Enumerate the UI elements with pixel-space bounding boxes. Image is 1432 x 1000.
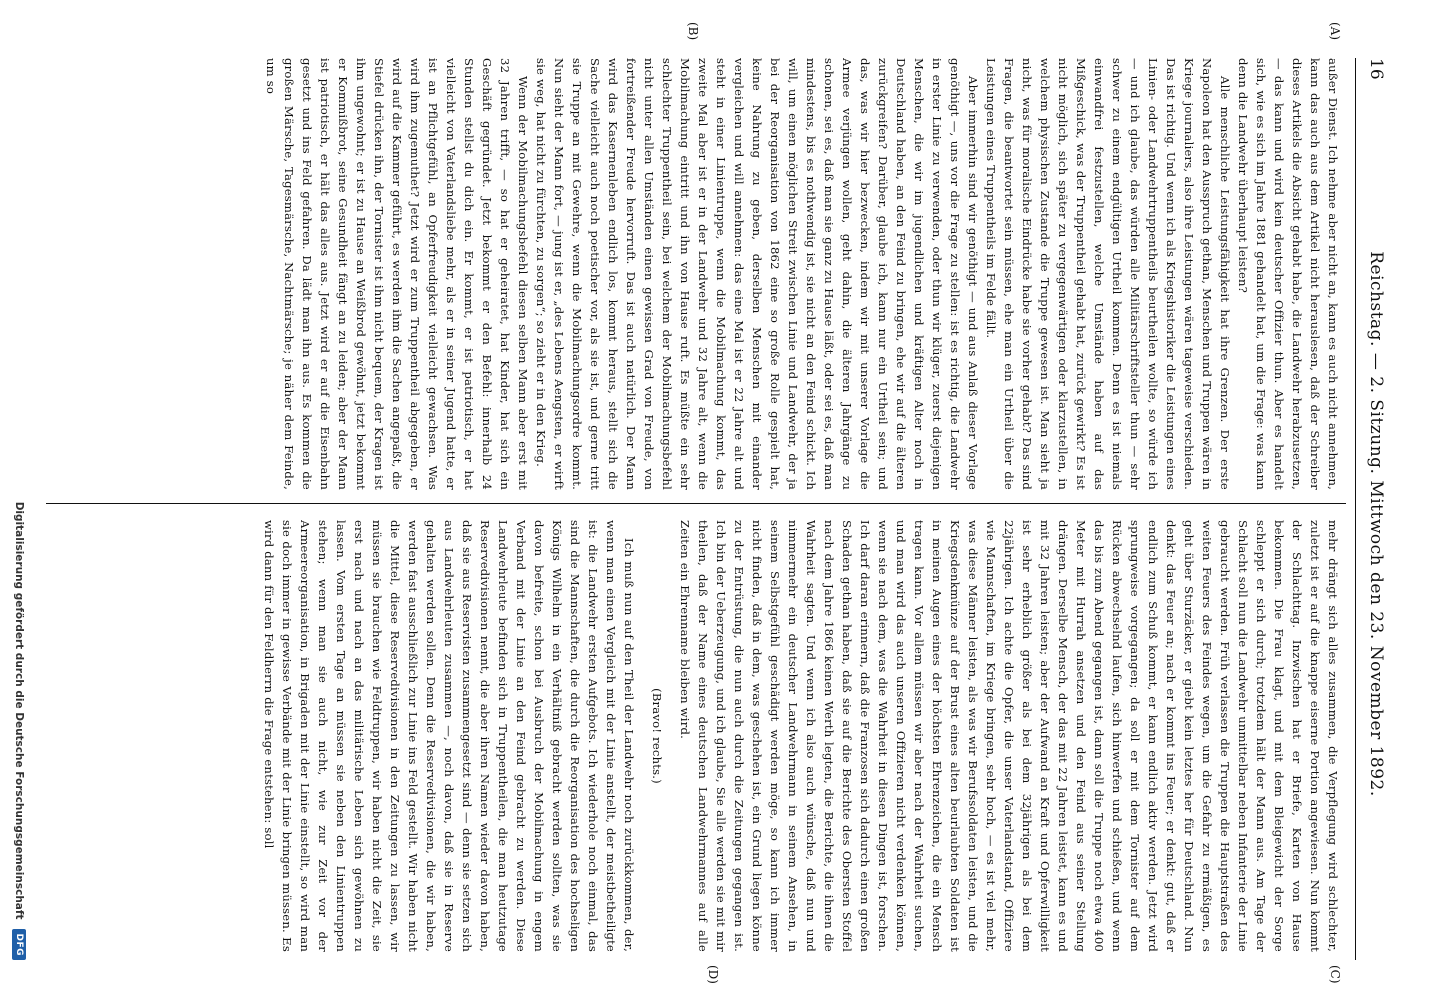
header-rule — [1355, 58, 1356, 960]
header-title: Reichstag. — 2. Sitzung. Mittwoch den 23. November 1892. — [1366, 251, 1386, 797]
watermark-text: Digitalisierung gefördert durch die Deutsche Forschungsgemeinschaft — [13, 501, 25, 920]
page-number: 16 — [1366, 58, 1386, 80]
margin-marker-c: (C) — [1328, 965, 1342, 984]
paragraph: außer Dienst. Ich nehme aber nicht an, kann es auch nicht annehmen, kann das auch aus dem Artikel nicht herauslesen, daß der Schreiber dieses Artikels die Absicht gehabt habe, die Landwehr herabzusetzen, — das kann und wird kein deutscher Offizier thun. Aber es handelt sich, wie es sich im Jahre 1881 gehandelt hat, um die Frage: was kann denn die Landwehr überhaupt leisten? — [1236, 58, 1340, 490]
column-divider — [46, 503, 1346, 504]
digitization-watermark — [8, 58, 30, 960]
paragraph: mehr drängt sich alles zusammen, die Verpflegung wird schlechter, zuletzt ist er auf die knappe eiserne Portion angewiesen. Nun kommt der Schlachttag. Inzwischen hat er Briefe, Karten von Hause bekommen. Die Frau klagt, und mit dem Bleigewicht der Sorge schleppt er sich durch; trotzdem hält der Mann aus. Am Tage der Schlacht soll nun die Landwehr unmittelbar neben Infanterie der Linie gebraucht werden. Früh verlassen die Truppen die Hauptstraßen des weiten Feuers des Feindes wegen, um die Gefahr zu ermäßigen, es geht über Sturzäcker, er giebt kein letztes her für Deutschland. Nun denkt: das Feuer an; nach er kommt ins Feuer; er denkt: gut, daß er endlich zum Schuß kommt, er kann endlich aktiv werden. Jetzt wird sprungweise vorgegangen; da soll er mit dem Tornister auf dem Rücken abwechselnd laufen, sich hinwerfen und schießen, und wenn das bis zum Abend gegangen ist, dann soll die Truppe noch etwa 400 Meter mit Hurrah ansetzen und den Feind aus seiner Stellung drängen. Derselbe Mensch, der das mit 22 Jahren leistet, kann es und mit 32 Jahren leisten; aber der Aufwand an Kraft und Opferwilligkeit ist sehr erheblich größer als bei dem 32jährigen als bei dem 22jährigen. Ich achte die Opfer, die unser Vaterlandstand, Offiziere wie Mannschaften, im Kriege bringen, sehr hoch, — es ist viel mehr, was diese Männer leisten, als was wir Berufssoldaten leisten, und die Kriegsdenkmünze auf der Brust eines alten beurlaubten Soldaten ist in meinen Augen eines der höchsten Ehrenzeichen, die ein Mensch tragen kann. Vor allem müssen wir aber nach der Wahrheit suchen, und man wird das auch unseren Offizieren nicht verdenken können, wenn sie nach dem, was die Wahrheit in diesen Dingen ist, forschen. Ich darf daran erinnern, daß die Franzosen sich dadurch einen großen Schaden gethan haben, daß sie auf die Berichte des Obersten Stoffel nach dem Jahre 1866 keinen Werth legten, die Berichte, die ihnen die Wahrheit sagten. Und wenn ich also auch wünsche, daß nun und nimmermehr ein deutscher Landwehrmann in seinem Ansehen, in seinem Selbstgefühl geschädigt werden möge, so kann ich immer nicht finden, daß in dem, was geschehen ist, ein Grund liegen könne zu der Entrüstung, die nun auch durch die Zeitungen gegangen ist. Ich bin der Ueberzeugung, und ich glaube, Sie alle werden sie mit mir theilen, daß der Name eines deutschen Landwehrmannes auf alle Zeiten ein Ehrenname bleiben wird. — [678, 520, 1340, 952]
paragraph: Ich muß nun auf den Theil der Landwehr noch zurückkommen, der, wenn man einen Vergleich mit der Linie anstellt, der meistbetheiligte ist: die Landwehr ersten Aufgebots. Ich wiederhole noch einmal, das sind die Mannschaften, die durch die Reorganisation des hochseligen Königs Wilhelm in ein Verhältniß gebracht werden sollten, was sie davon befreite, schon bei Ausbruch der Mobilmachung in engem Verband mit der Linie an den Feind gebracht zu werden. Diese Landwehrleute befinden sich in Truppentheilen, die man heutzutage Reservedivisionen nennt, die aber ihren Namen wieder davon haben, daß sie aus Reservisten zusammengesetzt sind — denn sie setzen sich aus Landwehrleuten zusammen —, noch davon, daß sie in Reserve gehalten werden sollen. Denn die Reservedivisionen, die wir haben, werden fast ausschließlich zur Linie ins Feld gestellt. Wir haben nicht die Mittel, diese Reservedivisionen in den Zeitungen zu lassen, wir müssen sie brauchen wie Feldtruppen, wir haben nicht die Zeit, sie erst nach und nach an das militärische Leben sich gewöhnen zu lassen. Vom ersten Tage an müssen sie neben den Linientruppen stehen; wenn man sie auch nicht, wie zur Zeit vor der Armeereorganisation, in Brigaden mit der Linie einstellt, so wird man sie doch immer in gewisse Verbände mit der Linie bringen müssen. Es wird dann für den Feldherrn die Frage entstehen: soll — [262, 520, 636, 952]
paragraph: (Bravo! rechts.) — [650, 688, 664, 784]
margin-marker-b: (B) — [686, 22, 700, 41]
running-header — [1358, 58, 1386, 960]
right-column — [46, 520, 1342, 952]
paragraph: Aber immerhin sind wir genöthigt — und aus Anlaß dieser Vorlage genöthigt —, uns vor die Frage zu stellen: ist es richtig, die Landwehr in erster Linie zu verwenden, oder thun wir klüger, zuerst diejenigen Menschen, die wir im jugendlichen und kräftigen Alter noch in Deutschland haben, an den Feind zu bringen, ehe wir auf die älteren zurückgreifen? Darüber, glaube ich, kann nur ein Urtheil sein; und das, was wir hier bezwecken, indem wir mit unserer Vorlage die Armee verjüngen wollen, geht dahin, die älteren Jahrgänge zu schonen, sei es, daß man sie ganz zu Hause läßt, oder sei es, daß man mindestens, bis es nothwendig ist, sie nicht an den Feind schickt. Ich will, um einen möglichen Streit zwischen Linie und Landwehr, der ja bei der Reorganisation von 1862 eine so große Rolle gespielt hat, keine Nahrung zu geben, derselben Menschen mit einander vergleichen und will annehmen: das eine Mal ist er 22 Jahre alt und steht in einer Linientruppe, wenn die Mobilmachung kommt, das zweite Mal aber ist er in der Landwehr und 32 Jahre alt, wenn die Mobilmachung eintritt und ihn von Hause ruft. Es müßte ein sehr schlechter Truppentheil sein, bei welchem der Mobilmachungsbefehl nicht unter allen Umständen einen gewissen Grad von Freude, von fortreißender Freude hervorruft. Das ist auch natürlich. Der Mann wird das Kasernenleben endlich los, kommt heraus, stellt sich die Sache vielleicht auch noch poetischer vor, als sie ist, und gerne tritt sie Truppe an mit Gewehre, wenn die Mobilmachungsordre kommt. Nun sieht der Mann fort, — jung ist er, „des Lebens Aengsten, er wirft sie weg, hat nicht zu fürchten, zu sorgen“; so zieht er in den Krieg. — [534, 58, 980, 490]
margin-marker-d: (D) — [706, 965, 720, 984]
margin-marker-a: (A) — [1328, 22, 1342, 41]
paragraph: Wenn der Mobilmachungsbefehl diesen selben Mann aber erst mit 32 Jahren trifft, — so hat er geheiratet, hat Kinder, hat sich ein Geschäft gegründet. Jetzt bekommt er den Befehl: innerhalb 24 Stunden stellst du dich ein. Er kommt, er ist patriotisch, er hat vielleicht von Vaterlandsliebe mehr, als er in seiner Jugend hatte, er ist an Pflichtgefühl, an Opferfreudigkeit vielleicht gewachsen. Was wird ihm zugemuthet? Jetzt wird er zum Truppentheil abgegeben, er wird auf die Kammer geführt, es werden ihm die Sachen angepaßt, die Stiefel drücken ihn, der Tornister ist ihm nicht bequem, der Kragen ist ihm ungewohnt; er ist zu Hause an Weißbrod gewöhnt, jetzt bekommt er Kommißbrot, seine Gesundheit fängt an zu leiden; aber der Mann ist patriotisch, er hält das alles aus. Jetzt wird er auf die Eisenbahn gesetzt und ins Feld gefahren. Da lädt man ihn aus. Es kommen die großen Märsche, Tagesmärsche, Nachtmärsche; je näher dem Feinde, um so — [264, 58, 530, 490]
paragraph: Alle menschliche Leistungsfähigkeit hat ihre Grenzen. Der erste Napoleon hat den Ausspruch gethan, Menschen und Truppen wären in Kriege journaliers, also ihre Leistungen wären tageweise verschieden. Das ist richtig. Und wenn ich als Kriegshistoriker die Leistungen eines Linien- oder Landwehrtruppentheils beurtheilen wollte, so würde ich — und ich glaube, das würden alle Militärschriftsteller thun — sehr schwer zu einem endgültigen Urtheil kommen. Denn es ist niemals einwandfrei festzustellen, welche Umstände haben auf das Mißgeschick, was der Truppentheil gehabt hat, zurück gewirkt? Es ist nicht möglich, sich später zu vergegenwärtigen oder klarzustellen, in welchem physischen Zustande die Truppe gewesen ist. Man sieht ja nicht, was für moralische Eindrücke habe sie vorher gehabt? Das sind Fragen, die beantwortet sein müssen, ehe man ein Urtheil über die Leistungen eines Truppentheils im Felde fällt. — [984, 58, 1232, 490]
left-column — [46, 58, 1342, 490]
dfg-logo-icon: DFG — [12, 929, 26, 960]
